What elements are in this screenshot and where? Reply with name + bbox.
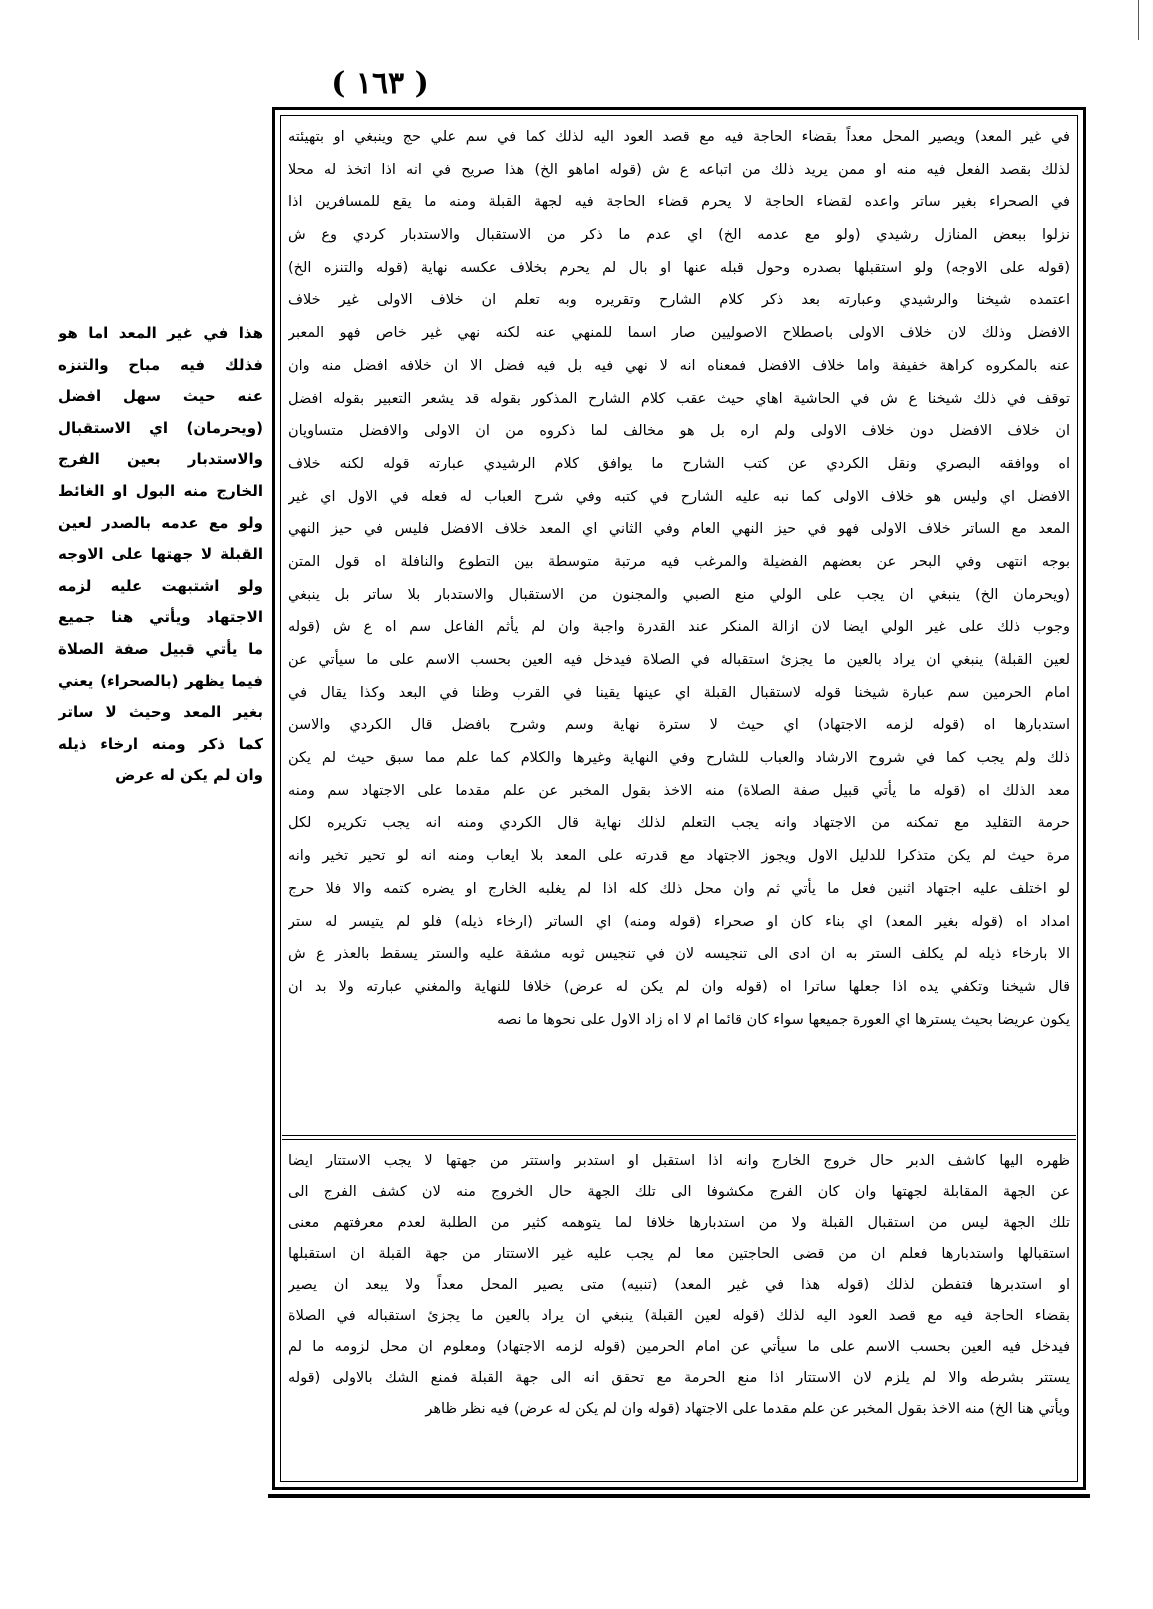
text-line: عن الجهة المقابلة لجهتها وان كان الفرج مكشوفا الى تلك الجهة حال الخروج منه لان كشف الفرج الى xyxy=(288,1184,1070,1200)
scan-edge-mark xyxy=(1138,0,1139,40)
text-line: نزلوا ببعض المنازل رشيدي (ولو مع عدمه الخ) اي عدم ما ذكر من الاستقبال والاستدبار كردي وع ش xyxy=(288,227,1070,244)
text-line: ظهره اليها كاشف الدبر حال خروج الخارج وانه اذا استقبل او استدبر واستتر من جهتها لا يجب الاستتار ايضا xyxy=(288,1153,1070,1169)
text-line: عنه حيث سهل افضل xyxy=(58,387,263,406)
text-line: لعين القبلة) ينبغي ان يراد بالعين ما يجزئ استقباله في الصلاة فيدخل فيه العين بحسب الاسم على ما سيأتي عن xyxy=(288,652,1070,668)
text-line: مرة حيث لم يكن متذكرا للدليل الاول ويجوز الاجتهاد مع قدرته على المعد بلا ايعاب ومنه انه لو تحير تخير وانه xyxy=(288,848,1070,865)
text-line: لذلك بقصد الفعل فيه منه او ممن يريد ذلك من اتباعه ع ش (قوله اماهو الخ) هذا صريح في انه اذا اتخذ له محلا xyxy=(288,161,1070,178)
text-line: يكون عريضا بحيث يسترها اي العورة جميعها سواء كان قائما ام لا اه زاد الاول على نحوها ما نصه xyxy=(497,1011,1070,1028)
text-line: لو اختلف عليه اجتهاد اثنين فعل ما يأتي ثم وان محل ذلك كله اذا لم يغلبه الخارج او يضره كتمه والا فلا حرج xyxy=(288,880,1070,897)
main-commentary xyxy=(288,121,1070,1036)
text-line: وجوب ذلك على غير الولي ايضا لان ازالة المنكر عند القدرة واجبة وان لم يأثم الفاعل سم اه ع ش (قوله xyxy=(288,619,1070,636)
text-line: فذلك فيه مباح والتنزه xyxy=(58,355,263,374)
text-line: معد الذلك اه (قوله ما يأتي قبيل صفة الصلاة) منه الاخذ بقول المخبر عن علم مقدما على الاجتهاد سم ومنه xyxy=(288,782,1070,799)
text-line: الا بارخاء ذيله لم يكلف الستر به ان ادى الى تنجيسه لان في تنجيس ثوبه مشقة عليه والستر يسقط بالعذر ع ش xyxy=(288,946,1070,963)
text-line: يستتر بشرطه والا لم يلزم لان الاستتار اذا منع الحرمة مع تحقق انه الى جهة القبلة فمنع الشك بالاولى (قوله xyxy=(288,1370,1070,1386)
text-line: (قوله على الاوجه) ولو استقبلها بصدره وحول قبله عنها او بال لم يحرم بخلاف عكسه نهاية (قوله والتنزه الخ) xyxy=(288,259,1070,276)
text-line: اه ووافقه البصري ونقل الكردي عن كتب الشارح ما يوافق كلام الرشيدي عبارته قوله لكنه خلاف xyxy=(288,455,1070,472)
text-line: الافضل وذلك لان خلاف الاولى باصطلاح الاصوليين صار اسما للمنهي عنه لكنه نهي غير خاص فهو المعبر xyxy=(288,325,1070,342)
text-line: الخارج منه البول او الغائط xyxy=(58,481,263,500)
section-divider xyxy=(282,1135,1076,1140)
text-line: (ويحرمان الخ) ينبغي ان يجب على الولي منع الصبي والمجنون من الاستقبال والاستدبار بلا ساتر بل ينبغي xyxy=(288,586,1070,603)
text-line: عنه بالمكروه كراهة خفيفة واما خلاف الافضل فمعناه انه لا نهي فيه بل فيه فضل الا ان خلافه افضل منه وان xyxy=(288,357,1070,374)
text-line: والاستدبار بعين الفرج xyxy=(58,450,263,469)
text-line: في غير المعد) ويصير المحل معداً بقضاء الحاجة فيه مع قصد العود اليه لذلك كما في سم علي حج وينبغي او بتهيئته xyxy=(288,129,1070,145)
text-line: كما ذكر ومنه ارخاء ذيله xyxy=(58,734,263,753)
text-line: استدبارها اه (قوله لزمه الاجتهاد) اي حيث لا سترة نهاية وسم وشرح بافضل قال الكردي والاسن xyxy=(288,717,1070,734)
text-line: فيما يظهر (بالصحراء) يعني xyxy=(58,671,263,690)
text-line: ما يأتي قبيل صفة الصلاة xyxy=(58,639,263,658)
text-line: ولو اشتبهت عليه لزمه xyxy=(58,576,263,595)
text-line: امداد اه (قوله بغير المعد) اي بناء كان او صحراء (قوله ومنه) اي الساتر (ارخاء ذيله) فلو لم يتيسر له ستر xyxy=(288,913,1070,930)
text-line: بغير المعد وحيث لا ساتر xyxy=(58,703,263,722)
text-line: بقضاء الحاجة فيه مع قصد العود اليه لذلك (قوله لعين القبلة) ينبغي ان يراد بالعين ما يجزئ استقباله في الصلاة xyxy=(288,1308,1070,1324)
page-number: ( ١٦٣ ) xyxy=(331,66,429,101)
text-line: توقف في ذلك شيخنا ع ش في الحاشية اهاي حيث عقب كلام الشارح المذكور بقوله قد يشعر التعبير بقوله افضل xyxy=(288,390,1070,407)
text-line: وان لم يكن له عرض xyxy=(115,766,263,785)
text-line: ان خلاف الافضل دون خلاف الاولى ولم اره بل هو مخالف لما ذكروه من ان الاولى والافضل متساويان xyxy=(288,423,1070,440)
text-line: ويأتي هنا الخ) منه الاخذ بقول المخبر عن علم مقدما على الاجتهاد (قوله وان لم يكن له عرض) فيه نظر ظاهر xyxy=(425,1401,1070,1417)
text-line: ولو مع عدمه بالصدر لعين xyxy=(58,513,263,532)
text-line: القبلة لا جهتها على الاوجه xyxy=(58,545,263,564)
text-line: المعد مع الساتر خلاف الاولى فهو في حيز النهي العام وفي الثاني اي المعد خلاف الافضل فليس في حيز النهي xyxy=(288,521,1070,538)
text-line: الافضل اي وليس هو خلاف الاولى كما نبه عليه الشارح في كتبه وفي شرح العباب له فعله في الاول اي غير xyxy=(288,488,1070,505)
text-line: الاجتهاد ويأتي هنا جميع xyxy=(58,608,263,627)
text-line: استقبالها واستدبارها فعلم ان من قضى الحاجتين معا لم يجب عليه غير الاستتار من جهة القبلة ان استقبلها xyxy=(288,1246,1070,1262)
text-line: قال شيخنا وتكفي يده اذا جعلها ساترا اه (قوله وان لم يكن له عرض) خلافا للنهاية والمغني عبارته ولا بد ان xyxy=(288,978,1070,995)
text-line: بوجه انتهى وفي البحر عن بعضهم الفضيلة والمرغب فيه مرتبة متوسطة بين التطوع والنافلة اه قول المتن xyxy=(288,553,1070,570)
text-line: تلك الجهة ليس من استقبال القبلة ولا من استدبارها خلافا لما يتوهمه كثير من الطلبة لعدم معرفتهم معنى xyxy=(288,1215,1070,1231)
text-line: هذا في غير المعد اما هو xyxy=(58,324,263,342)
margin-matn-text xyxy=(58,318,263,792)
text-line: امام الحرمين سم عبارة شيخنا قوله لاستقبال القبلة اي عينها يقينا في القرب وظنا في البعد وكذا يقال في xyxy=(288,684,1070,701)
bottom-rule xyxy=(268,1494,1090,1498)
text-line: او استدبرها فتفطن لذلك (قوله هذا في غير المعد) (تنبيه) متى يصير المحل معداً ولا يبعد ان يصير xyxy=(288,1277,1070,1293)
text-line: (ويحرمان) اي الاستقبال xyxy=(58,418,263,437)
text-line: فيدخل فيه العين بحسب الاسم على ما سيأتي عن امام الحرمين (قوله لزمه الاجتهاد) ومعلوم ان محل لزومه ما لم xyxy=(288,1339,1070,1355)
lower-commentary xyxy=(288,1146,1070,1425)
text-line: حرمة التقليد مع تمكنه من الاجتهاد وانه يجب التعلم لذلك نهاية قال الكردي ومنه انه يجب تكريره لكل xyxy=(288,815,1070,832)
text-line: اعتمده شيخنا والرشيدي وعبارته بعد ذكر كلام الشارح وتقريره وبه تعلم ان خلاف الاولى غير خلاف xyxy=(288,292,1070,309)
text-line: ذلك ولم يجب كما في شروح الارشاد والعباب للشارح وفي النهاية وغيرها والكلام كما علم مما سبق حيث لم يكن xyxy=(288,750,1070,767)
text-line: في الصحراء بغير ساتر واعده لقضاء الحاجة لا يحرم قضاء الحاجة فيه لجهة القبلة ومنه ما يقع للمسافرين اذا xyxy=(288,194,1070,211)
